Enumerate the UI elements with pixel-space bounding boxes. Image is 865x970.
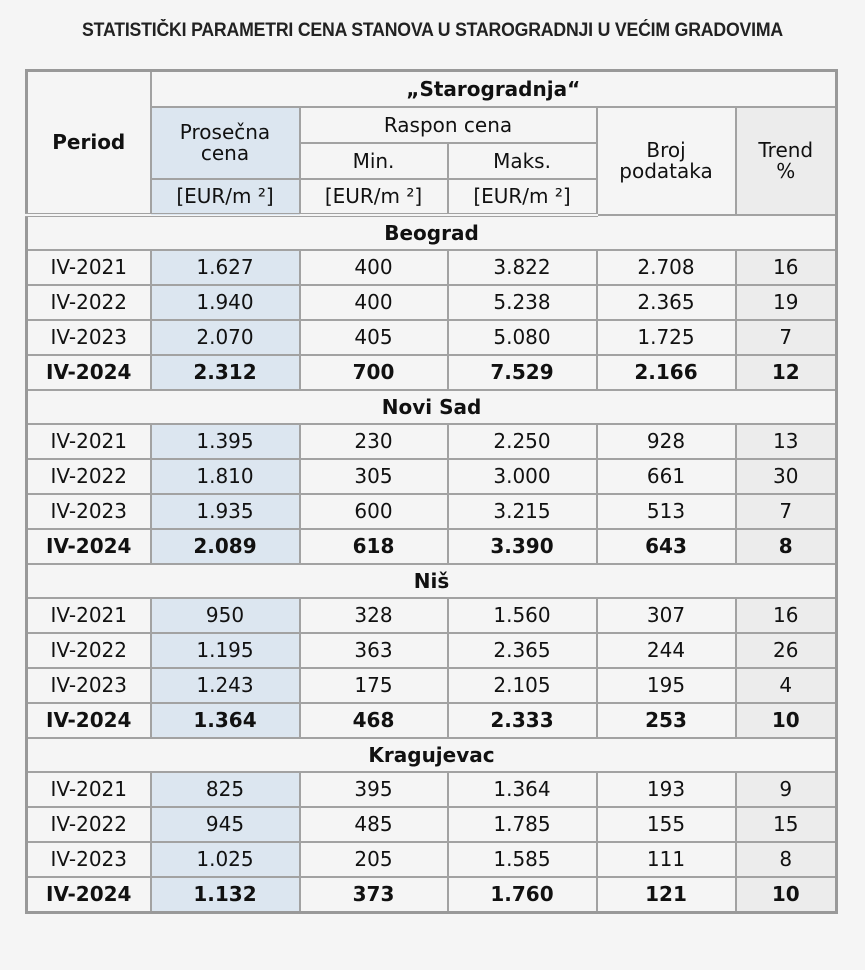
cell-period: IV-2022 <box>27 633 151 668</box>
cell-avg: 2.070 <box>151 320 300 355</box>
cell-min: 485 <box>300 807 448 842</box>
cell-trend: 7 <box>736 320 837 355</box>
cell-count: 2.365 <box>597 285 736 320</box>
cell-max: 2.333 <box>448 703 597 738</box>
cell-avg: 1.132 <box>151 877 300 913</box>
price-statistics-table <box>25 69 838 914</box>
cell-min: 600 <box>300 494 448 529</box>
cell-avg: 945 <box>151 807 300 842</box>
cell-max: 3.000 <box>448 459 597 494</box>
header-avg-price-line1: Prosečna <box>179 120 271 144</box>
cell-min: 305 <box>300 459 448 494</box>
cell-period: IV-2024 <box>27 877 151 913</box>
cell-count: 928 <box>597 424 736 459</box>
cell-avg: 1.627 <box>151 250 300 285</box>
cell-period: IV-2022 <box>27 807 151 842</box>
cell-avg: 1.935 <box>151 494 300 529</box>
page-title: STATISTIČKI PARAMETRI CENA STANOVA U STAROGRADNJI U VEĆIM GRADOVIMA <box>82 20 783 41</box>
cell-max: 2.105 <box>448 668 597 703</box>
cell-min: 468 <box>300 703 448 738</box>
cell-count: 195 <box>597 668 736 703</box>
cell-max: 1.364 <box>448 772 597 807</box>
cell-trend: 12 <box>736 355 837 390</box>
cell-period: IV-2021 <box>27 772 151 807</box>
cell-period: IV-2021 <box>27 424 151 459</box>
cell-min: 205 <box>300 842 448 877</box>
header-avg-price-line2: cena <box>200 141 250 165</box>
table-row <box>27 424 837 459</box>
cell-count: 643 <box>597 529 736 564</box>
cell-count: 661 <box>597 459 736 494</box>
cell-min: 700 <box>300 355 448 390</box>
cell-period: IV-2021 <box>27 250 151 285</box>
header-max-unit: [EUR/m ²] <box>448 179 597 215</box>
cell-count: 2.708 <box>597 250 736 285</box>
cell-trend: 10 <box>736 703 837 738</box>
table-row <box>27 668 837 703</box>
cell-trend: 15 <box>736 807 837 842</box>
city-row <box>27 738 837 772</box>
cell-count: 111 <box>597 842 736 877</box>
cell-avg: 2.089 <box>151 529 300 564</box>
header-group: „Starogradnja“ <box>151 71 837 108</box>
cell-max: 3.390 <box>448 529 597 564</box>
cell-count: 155 <box>597 807 736 842</box>
cell-count: 513 <box>597 494 736 529</box>
cell-avg: 825 <box>151 772 300 807</box>
cell-trend: 26 <box>736 633 837 668</box>
cell-trend: 16 <box>736 250 837 285</box>
cell-avg: 1.810 <box>151 459 300 494</box>
cell-avg: 1.025 <box>151 842 300 877</box>
cell-period: IV-2021 <box>27 598 151 633</box>
cell-count: 2.166 <box>597 355 736 390</box>
header-avg-unit: [EUR/m ²] <box>151 179 300 215</box>
city-name: Niš <box>27 564 837 598</box>
table-row <box>27 285 837 320</box>
table-row <box>27 529 837 564</box>
table-row <box>27 703 837 738</box>
cell-min: 405 <box>300 320 448 355</box>
cell-max: 2.250 <box>448 424 597 459</box>
table-row <box>27 320 837 355</box>
cell-trend: 4 <box>736 668 837 703</box>
cell-max: 3.822 <box>448 250 597 285</box>
cell-min: 400 <box>300 285 448 320</box>
cell-trend: 7 <box>736 494 837 529</box>
table-body <box>27 215 837 913</box>
cell-avg: 950 <box>151 598 300 633</box>
cell-max: 1.560 <box>448 598 597 633</box>
cell-period: IV-2023 <box>27 842 151 877</box>
cell-trend: 19 <box>736 285 837 320</box>
cell-period: IV-2024 <box>27 529 151 564</box>
cell-period: IV-2024 <box>27 355 151 390</box>
cell-count: 193 <box>597 772 736 807</box>
cell-period: IV-2023 <box>27 494 151 529</box>
city-name: Beograd <box>27 215 837 250</box>
table-row <box>27 772 837 807</box>
city-name: Novi Sad <box>27 390 837 424</box>
cell-min: 175 <box>300 668 448 703</box>
city-row <box>27 215 837 250</box>
header-count-line2: podataka <box>619 159 713 183</box>
cell-avg: 2.312 <box>151 355 300 390</box>
cell-max: 1.785 <box>448 807 597 842</box>
cell-avg: 1.195 <box>151 633 300 668</box>
header-trend-line1: Trend <box>758 138 814 162</box>
table-row <box>27 355 837 390</box>
table-row <box>27 250 837 285</box>
cell-avg: 1.243 <box>151 668 300 703</box>
table-row <box>27 598 837 633</box>
cell-max: 1.760 <box>448 877 597 913</box>
cell-count: 121 <box>597 877 736 913</box>
cell-min: 400 <box>300 250 448 285</box>
cell-max: 1.585 <box>448 842 597 877</box>
cell-period: IV-2024 <box>27 703 151 738</box>
header-trend <box>736 107 837 215</box>
table-header <box>27 71 837 216</box>
table-row <box>27 807 837 842</box>
header-count-line1: Broj <box>646 138 686 162</box>
cell-avg: 1.364 <box>151 703 300 738</box>
cell-max: 5.080 <box>448 320 597 355</box>
header-max: Maks. <box>448 143 597 179</box>
cell-avg: 1.395 <box>151 424 300 459</box>
table-row <box>27 459 837 494</box>
header-trend-line2: % <box>776 159 796 183</box>
cell-min: 230 <box>300 424 448 459</box>
cell-period: IV-2023 <box>27 320 151 355</box>
cell-trend: 30 <box>736 459 837 494</box>
cell-trend: 9 <box>736 772 837 807</box>
cell-trend: 16 <box>736 598 837 633</box>
cell-max: 2.365 <box>448 633 597 668</box>
cell-max: 3.215 <box>448 494 597 529</box>
header-min: Min. <box>300 143 448 179</box>
header-period: Period <box>27 71 151 216</box>
table-row <box>27 633 837 668</box>
cell-min: 363 <box>300 633 448 668</box>
cell-count: 1.725 <box>597 320 736 355</box>
cell-min: 618 <box>300 529 448 564</box>
cell-min: 373 <box>300 877 448 913</box>
cell-max: 5.238 <box>448 285 597 320</box>
cell-trend: 8 <box>736 842 837 877</box>
table-row <box>27 494 837 529</box>
cell-period: IV-2023 <box>27 668 151 703</box>
cell-count: 244 <box>597 633 736 668</box>
cell-count: 307 <box>597 598 736 633</box>
cell-trend: 10 <box>736 877 837 913</box>
header-min-unit: [EUR/m ²] <box>300 179 448 215</box>
city-row <box>27 564 837 598</box>
cell-trend: 8 <box>736 529 837 564</box>
table-row <box>27 877 837 913</box>
table-row <box>27 842 837 877</box>
cell-min: 395 <box>300 772 448 807</box>
city-row <box>27 390 837 424</box>
cell-period: IV-2022 <box>27 285 151 320</box>
cell-max: 7.529 <box>448 355 597 390</box>
cell-period: IV-2022 <box>27 459 151 494</box>
cell-avg: 1.940 <box>151 285 300 320</box>
cell-min: 328 <box>300 598 448 633</box>
header-avg-price <box>151 107 300 179</box>
city-name: Kragujevac <box>27 738 837 772</box>
header-count <box>597 107 736 215</box>
header-price-range: Raspon cena <box>300 107 597 143</box>
cell-count: 253 <box>597 703 736 738</box>
cell-trend: 13 <box>736 424 837 459</box>
